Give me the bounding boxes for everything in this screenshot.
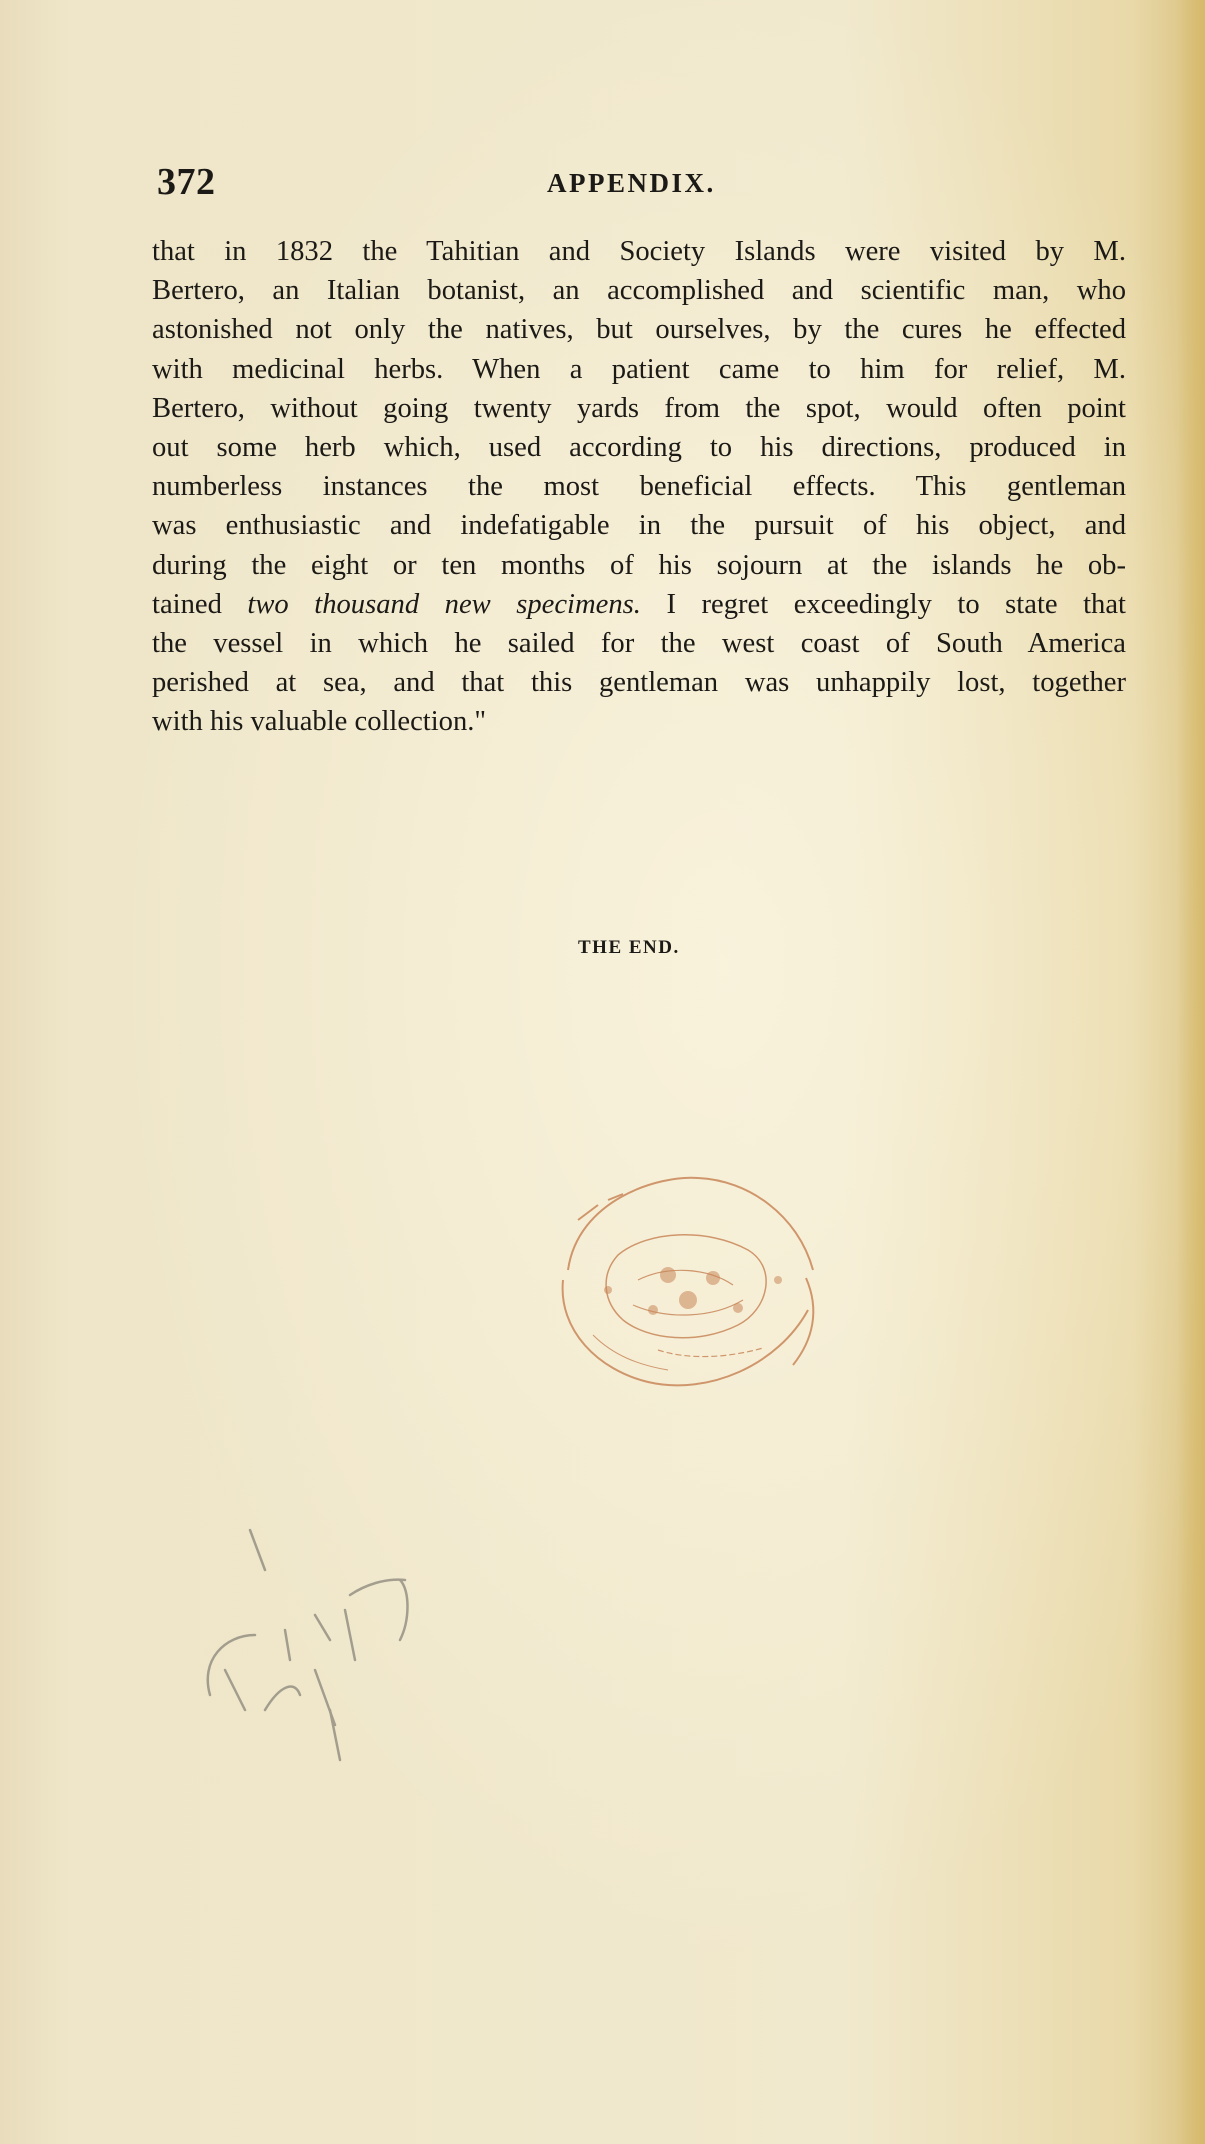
running-head: APPENDIX. <box>547 168 716 198</box>
text-line: that in 1832 the Tahitian and Society Islands were visited by M. <box>152 236 1126 267</box>
pencil-shelfmark <box>190 1510 450 1790</box>
text-segment: tained <box>152 588 248 620</box>
text-line: perished at sea, and that this gentleman was unhappily lost, together <box>152 667 1126 699</box>
text-line: with his valuable collection." <box>152 706 487 738</box>
text-line: Bertero, without going twenty yards from the spot, would often point <box>152 392 1126 424</box>
the-end-label: THE END. <box>578 937 680 958</box>
body-paragraph <box>152 232 1126 742</box>
text-line: numberless instances the most beneficial effects. This gentleman <box>152 471 1126 503</box>
text-segment: I regret exceedingly to state that <box>640 588 1126 620</box>
text-line-with-italic <box>152 585 1126 624</box>
italic-phrase: two thousand new specimens. <box>247 588 641 620</box>
text-line: was enthusiastic and indefatigable in the pursuit of his object, and <box>152 510 1126 542</box>
text-line: the vessel in which he sailed for the west coast of South America <box>152 628 1126 660</box>
text-line: Bertero, an Italian botanist, an accomplished and scientific man, who <box>152 275 1126 307</box>
page-header <box>157 160 1123 204</box>
text-line: with medicinal herbs. When a patient came to him for relief, M. <box>152 353 1126 385</box>
text-line: out some herb which, used according to his directions, produced in <box>152 432 1126 464</box>
page-edge-shadow <box>1177 0 1205 2144</box>
library-stamp <box>538 1160 838 1410</box>
text-line: during the eight or ten months of his sojourn at the islands he ob- <box>152 549 1126 581</box>
page-number: 372 <box>157 161 216 203</box>
text-line: astonished not only the natives, but ourselves, by the cures he effected <box>152 314 1126 346</box>
